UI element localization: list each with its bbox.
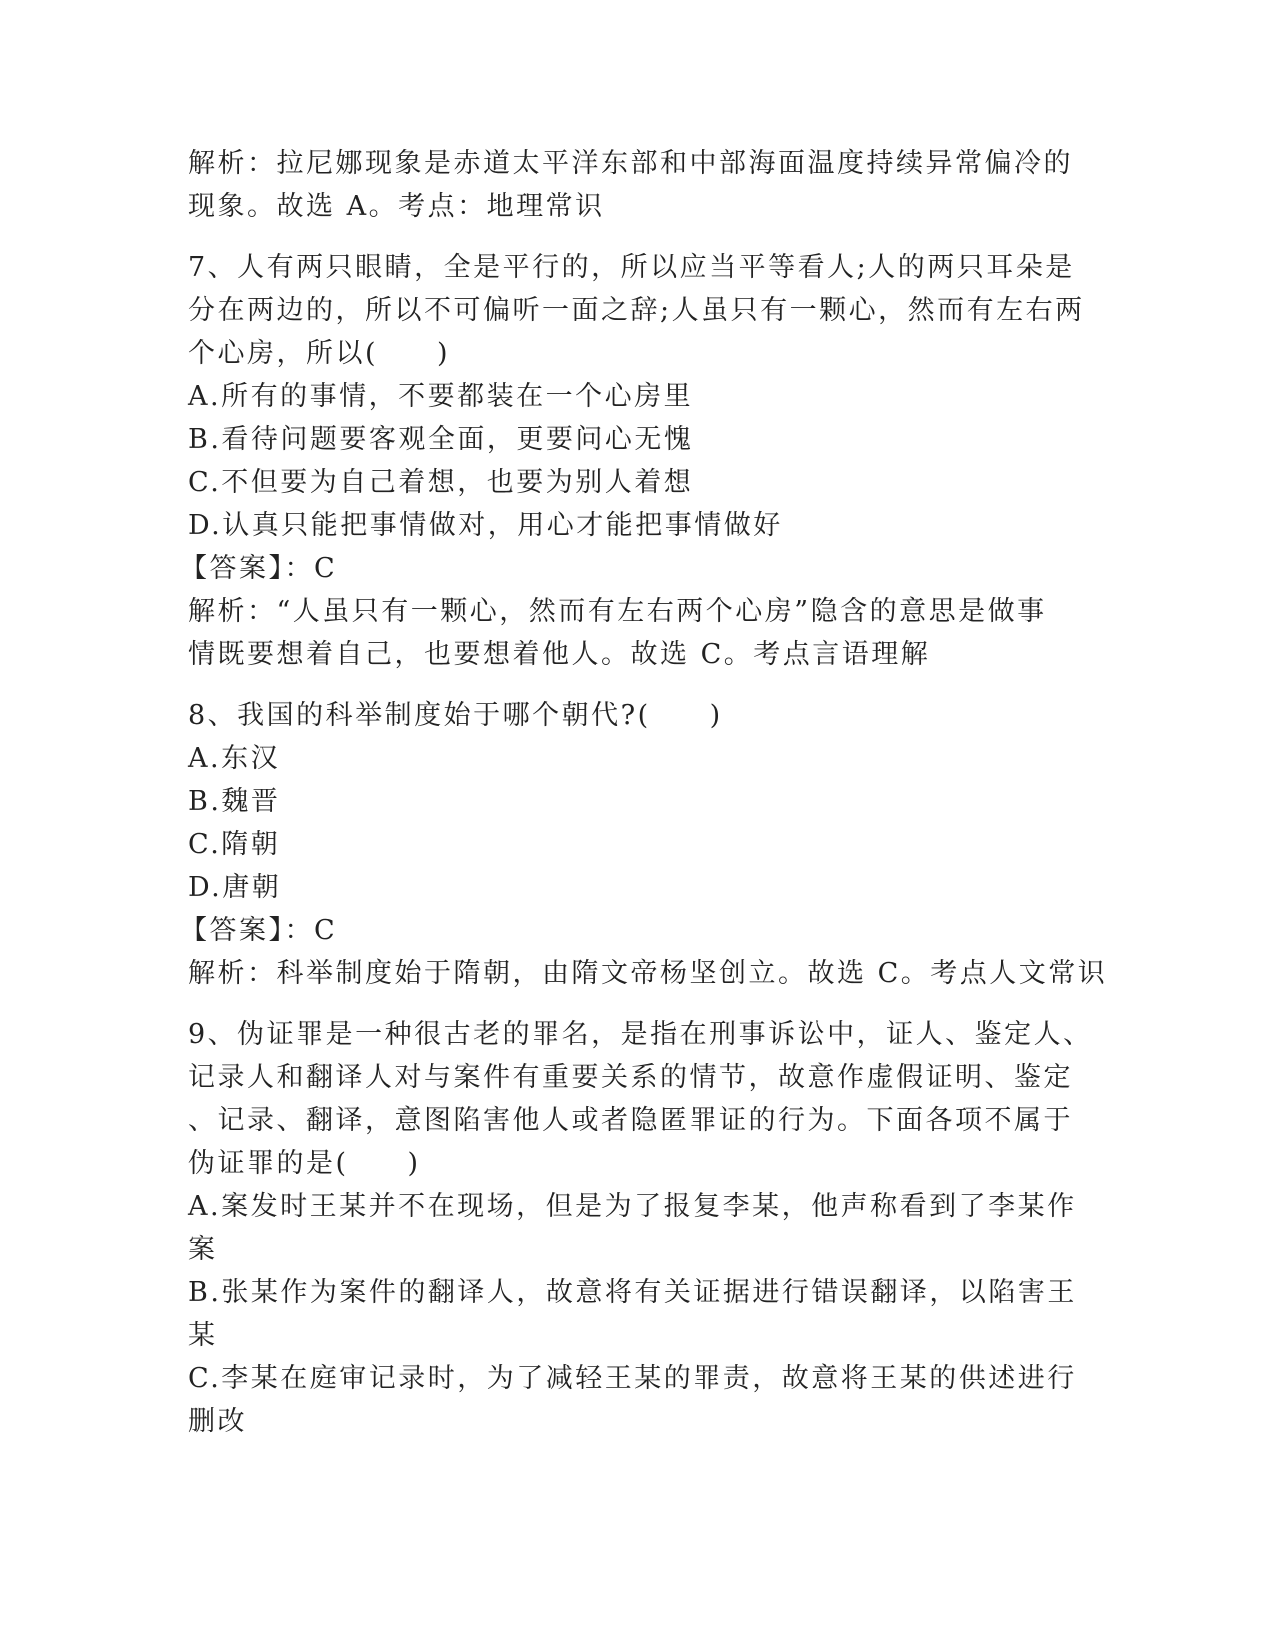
option-b: B.张某作为案件的翻译人，故意将有关证据进行错误翻译，以陷害王 — [188, 1277, 1077, 1308]
option-d: D.唐朝 — [188, 872, 282, 903]
question-9 — [188, 1013, 1093, 1443]
question-text: 9、伪证罪是一种很古老的罪名，是指在刑事诉讼中，证人、鉴定人、 — [188, 1019, 1093, 1050]
option-d: D.认真只能把事情做对，用心才能把事情做好 — [188, 510, 783, 541]
option-c: C.隋朝 — [188, 829, 281, 860]
question-text: 伪证罪的是( ) — [188, 1148, 421, 1179]
question-text: 个心房，所以( ) — [188, 338, 451, 369]
option-a-continued: 案 — [188, 1234, 218, 1265]
question-7 — [180, 246, 1088, 676]
option-b-continued: 某 — [188, 1320, 218, 1351]
question-text: 分在两边的，所以不可偏听一面之辞;人虽只有一颗心，然而有左右两 — [188, 295, 1085, 326]
option-a: A.东汉 — [188, 743, 281, 774]
analysis-line: 解析：“人虽只有一颗心，然而有左右两个心房”隐含的意思是做事 — [188, 596, 1047, 627]
question-text: 8、我国的科举制度始于哪个朝代?( ) — [188, 700, 723, 731]
question-text: 记录人和翻译人对与案件有重要关系的情节，故意作虚假证明、鉴定 — [188, 1062, 1073, 1093]
question-8 — [180, 694, 1108, 995]
answer-label: 【答案】：C — [180, 915, 338, 946]
option-c: C.不但要为自己着想，也要为别人着想 — [188, 467, 694, 498]
analysis-line: 现象。故选 A。考点：地理常识 — [188, 191, 605, 222]
analysis-line: 解析：拉尼娜现象是赤道太平洋东部和中部海面温度持续异常偏冷的 — [188, 148, 1073, 179]
question-text: 、记录、翻译，意图陷害他人或者隐匿罪证的行为。下面各项不属于 — [188, 1105, 1073, 1136]
option-a: A.所有的事情，不要都装在一个心房里 — [188, 381, 694, 412]
answer-label: 【答案】：C — [180, 553, 338, 584]
option-b: B.魏晋 — [188, 786, 281, 817]
question-text: 7、人有两只眼睛，全是平行的，所以应当平等看人;人的两只耳朵是 — [188, 252, 1075, 283]
option-b: B.看待问题要客观全面，更要问心无愧 — [188, 424, 694, 455]
option-c-continued: 删改 — [188, 1406, 247, 1437]
analysis-line: 情既要想着自己，也要想着他人。故选 C。考点言语理解 — [188, 639, 931, 670]
analysis-line: 解析：科举制度始于隋朝，由隋文帝杨坚创立。故选 C。考点人文常识 — [188, 958, 1108, 989]
option-c: C.李某在庭审记录时，为了减轻王某的罪责，故意将王某的供述进行 — [188, 1363, 1077, 1394]
option-a: A.案发时王某并不在现场，但是为了报复李某，他声称看到了李某作 — [188, 1191, 1077, 1222]
document-page — [180, 142, 1108, 1443]
q6-analysis — [188, 142, 1088, 228]
